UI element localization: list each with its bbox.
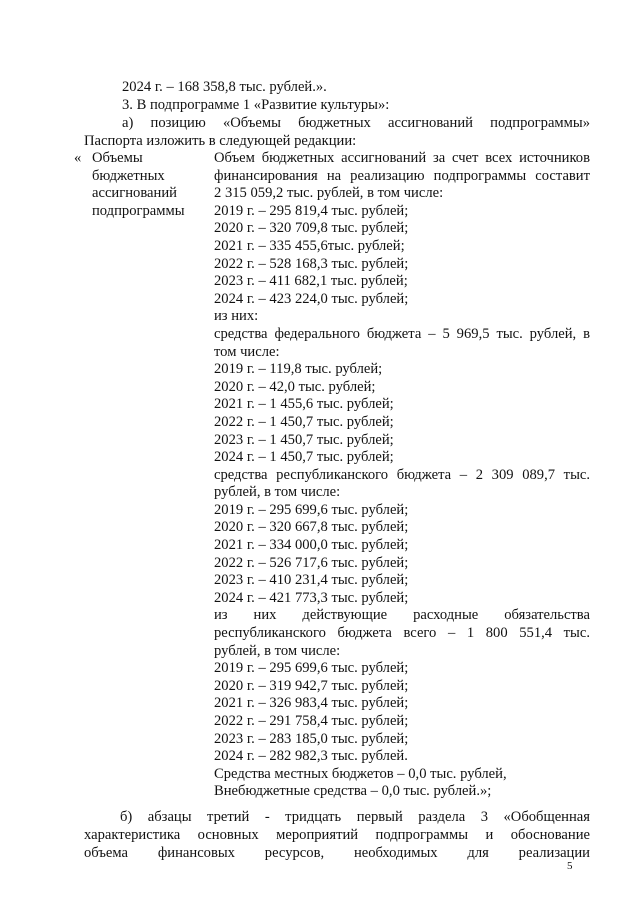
content-line: 2022 г. – 526 717,6 тыс. рублей; bbox=[214, 554, 409, 571]
intro-line-3: а) позицию «Объемы бюджетных ассигнований подпрограммы» bbox=[122, 115, 590, 131]
content-line: том числе: bbox=[214, 343, 280, 360]
content-line: 2 315 059,2 тыс. рублей, в том числе: bbox=[214, 185, 444, 202]
content-line: рублей, в том числе: bbox=[214, 642, 341, 659]
page-number: 5 bbox=[567, 860, 573, 872]
content-line: 2024 г. – 282 982,3 тыс. рублей. bbox=[214, 748, 408, 765]
content-line: 2021 г. – 335 455,6тыс. рублей; bbox=[214, 237, 405, 254]
left-label-line: Объемы bbox=[92, 150, 143, 166]
content-line: 2022 г. – 291 758,4 тыс. рублей; bbox=[214, 713, 409, 729]
content-line: республиканского бюджета всего – 1 800 551,4 тыс. bbox=[214, 625, 590, 642]
content-line: 2024 г. – 423 224,0 тыс. рублей; bbox=[214, 290, 409, 307]
content-line: 2020 г. – 42,0 тыс. рублей; bbox=[214, 378, 376, 395]
content-line: из них: bbox=[214, 308, 259, 325]
content-line: 2019 г. – 295 819,4 тыс. рублей; bbox=[214, 202, 409, 219]
intro-line-4: Паспорта изложить в следующей редакции: bbox=[84, 133, 357, 149]
content-line: Объем бюджетных ассигнований за счет всех источников bbox=[214, 150, 590, 166]
content-line: 2020 г. – 319 942,7 тыс. рублей; bbox=[214, 677, 409, 694]
intro-line-2: 3. В подпрограмме 1 «Развитие культуры»: bbox=[122, 97, 390, 113]
content-line: 2024 г. – 421 773,3 тыс. рублей; bbox=[214, 589, 409, 606]
content-line: средства федерального бюджета – 5 969,5 тыс. рублей, в bbox=[214, 325, 590, 342]
outro-line-2: характеристика основных мероприятий подпрограммы и обоснование bbox=[84, 827, 590, 843]
content-line: рублей, в том числе: bbox=[214, 484, 341, 501]
content-line: 2020 г. – 320 709,8 тыс. рублей; bbox=[214, 220, 409, 237]
content-line: 2019 г. – 295 699,6 тыс. рублей; bbox=[214, 501, 409, 518]
content-line: 2021 г. – 326 983,4 тыс. рублей; bbox=[214, 695, 409, 712]
content-line: из них действующие расходные обязательства bbox=[214, 607, 590, 624]
left-label-line: бюджетных bbox=[92, 167, 165, 184]
table-right-content bbox=[214, 150, 590, 801]
content-line: 2020 г. – 320 667,8 тыс. рублей; bbox=[214, 519, 409, 536]
content-line: финансирования на реализацию подпрограммы составит bbox=[214, 167, 590, 184]
content-line: 2023 г. – 411 682,1 тыс. рублей; bbox=[214, 273, 408, 290]
content-line: 2023 г. – 1 450,7 тыс. рублей; bbox=[214, 431, 394, 448]
content-line: 2019 г. – 119,8 тыс. рублей; bbox=[214, 361, 383, 378]
opening-quote: « bbox=[74, 150, 82, 166]
content-line: средства республиканского бюджета – 2 309 089,7 тыс. bbox=[214, 466, 590, 483]
content-line: 2023 г. – 283 185,0 тыс. рублей; bbox=[214, 730, 409, 747]
content-line: 2023 г. – 410 231,4 тыс. рублей; bbox=[214, 572, 409, 589]
intro-line-1: 2024 г. – 168 358,8 тыс. рублей.». bbox=[122, 79, 327, 95]
content-line: 2024 г. – 1 450,7 тыс. рублей; bbox=[214, 449, 394, 466]
content-line: 2022 г. – 528 168,3 тыс. рублей; bbox=[214, 255, 409, 272]
left-label-line: подпрограммы bbox=[92, 202, 185, 219]
left-label-line: ассигнований bbox=[92, 185, 177, 202]
content-line: 2021 г. – 334 000,0 тыс. рублей; bbox=[214, 537, 409, 554]
outro-line-1: б) абзацы третий - тридцать первый раздела 3 «Обобщенная bbox=[120, 809, 590, 825]
content-line: Средства местных бюджетов – 0,0 тыс. рублей, bbox=[214, 765, 507, 782]
outro-line-3: объема финансовых ресурсов, необходимых для реализации bbox=[84, 845, 590, 861]
content-line: Внебюджетные средства – 0,0 тыс. рублей.»; bbox=[214, 783, 492, 800]
table-left-label bbox=[92, 150, 202, 220]
content-line: 2019 г. – 295 699,6 тыс. рублей; bbox=[214, 660, 409, 677]
content-line: 2021 г. – 1 455,6 тыс. рублей; bbox=[214, 396, 394, 413]
content-line: 2022 г. – 1 450,7 тыс. рублей; bbox=[214, 413, 394, 430]
